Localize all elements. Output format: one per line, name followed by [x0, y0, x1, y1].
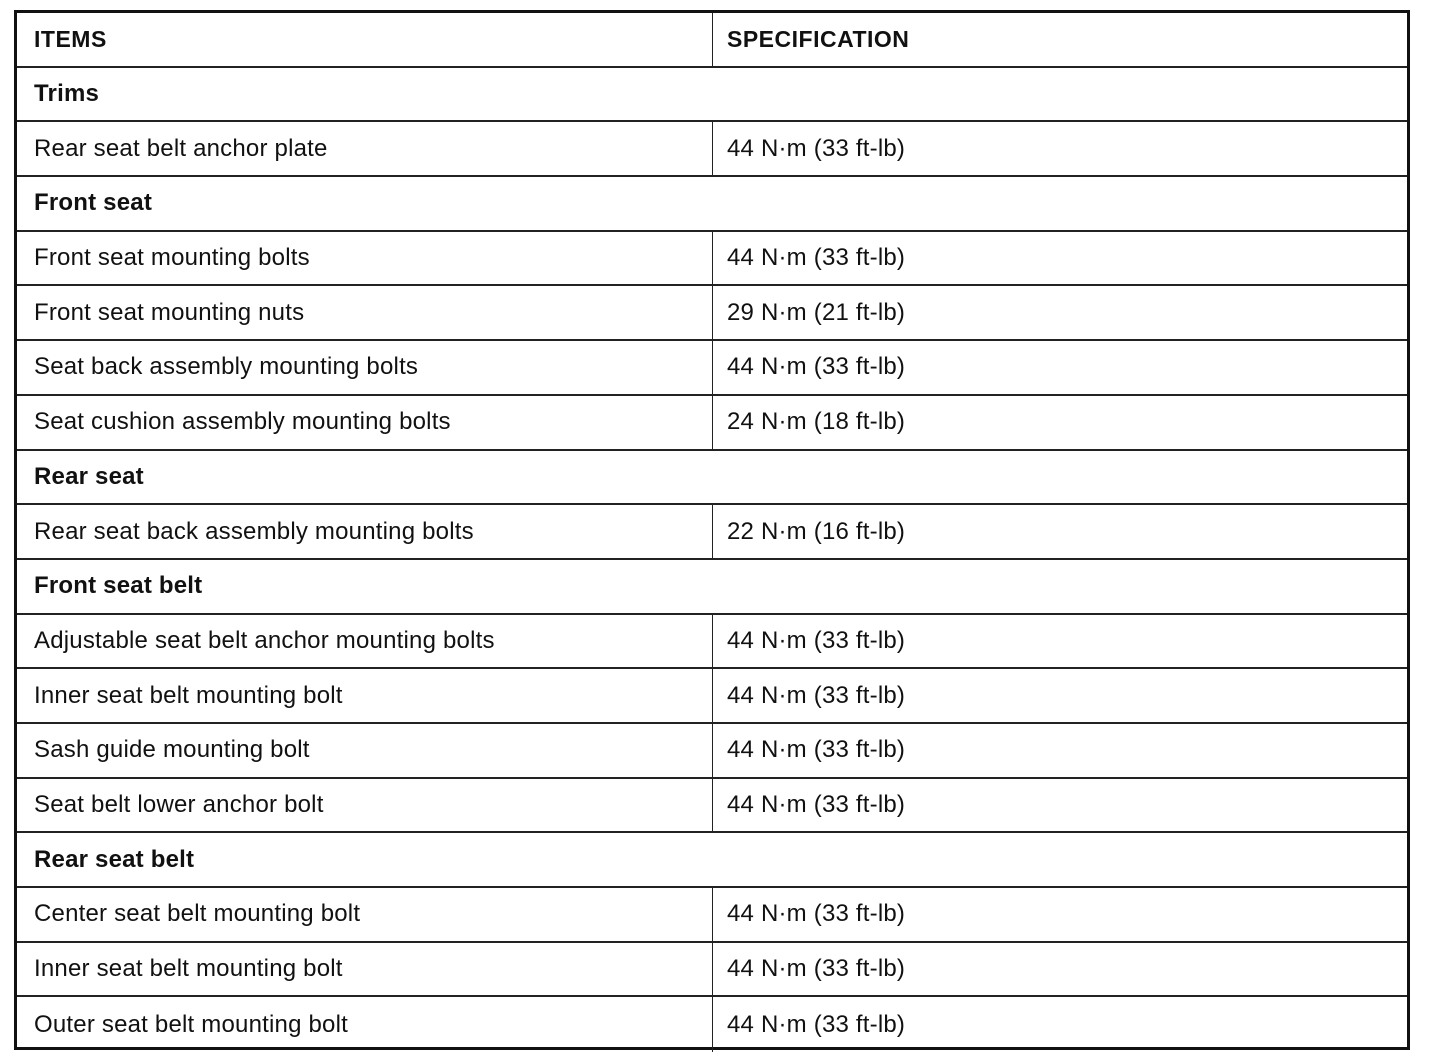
- table-row: [17, 286, 1407, 341]
- table-row: [17, 724, 1407, 779]
- specification-cell: 44 N·m (33 ft-lb): [727, 626, 906, 654]
- section-row: [17, 560, 1407, 615]
- section-row: [17, 68, 1407, 123]
- specification-cell: 24 N·m (18 ft-lb): [727, 408, 906, 436]
- item-cell: Seat back assembly mounting bolts: [17, 341, 713, 394]
- section-title: Rear seat: [34, 462, 144, 490]
- table-row: [17, 943, 1407, 998]
- header-specification: SPECIFICATION: [727, 25, 910, 52]
- specification-cell: 29 N·m (21 ft-lb): [727, 298, 906, 326]
- torque-spec-table: [14, 10, 1410, 1050]
- section-title: Rear seat belt: [34, 845, 195, 873]
- section-title: Front seat belt: [34, 572, 203, 600]
- header-items: ITEMS: [17, 13, 713, 66]
- item-cell: Seat cushion assembly mounting bolts: [17, 396, 713, 449]
- table-row: [17, 505, 1407, 560]
- item-cell: Seat belt lower anchor bolt: [17, 779, 713, 832]
- specification-cell: 44 N·m (33 ft-lb): [727, 955, 906, 983]
- item-cell: Adjustable seat belt anchor mounting bolts: [17, 615, 713, 668]
- table-row: [17, 615, 1407, 670]
- item-cell: Front seat mounting nuts: [17, 286, 713, 339]
- specification-cell: 44 N·m (33 ft-lb): [727, 244, 906, 272]
- specification-cell: 44 N·m (33 ft-lb): [727, 900, 906, 928]
- specification-cell: 44 N·m (33 ft-lb): [727, 134, 906, 162]
- item-cell: Inner seat belt mounting bolt: [17, 943, 713, 996]
- specification-cell: 44 N·m (33 ft-lb): [727, 353, 906, 381]
- specification-cell: 44 N·m (33 ft-lb): [727, 736, 906, 764]
- specification-cell: 44 N·m (33 ft-lb): [727, 790, 906, 818]
- table-row: [17, 122, 1407, 177]
- table-row: [17, 232, 1407, 287]
- specification-cell: 22 N·m (16 ft-lb): [727, 517, 906, 545]
- section-row: [17, 833, 1407, 888]
- section-title: Trims: [34, 80, 100, 108]
- table-row: [17, 341, 1407, 396]
- item-cell: Inner seat belt mounting bolt: [17, 669, 713, 722]
- section-row: [17, 177, 1407, 232]
- item-cell: Front seat mounting bolts: [17, 232, 713, 285]
- table-row: [17, 888, 1407, 943]
- specification-cell: 44 N·m (33 ft-lb): [727, 681, 906, 709]
- specification-cell: 44 N·m (33 ft-lb): [727, 1010, 906, 1038]
- table-row: [17, 669, 1407, 724]
- table-row: [17, 997, 1407, 1052]
- item-cell: Rear seat belt anchor plate: [17, 122, 713, 175]
- item-cell: Rear seat back assembly mounting bolts: [17, 505, 713, 558]
- item-cell: Center seat belt mounting bolt: [17, 888, 713, 941]
- table-row: [17, 779, 1407, 834]
- table-row: [17, 396, 1407, 451]
- item-cell: Outer seat belt mounting bolt: [17, 997, 713, 1052]
- section-row: [17, 451, 1407, 506]
- section-title: Front seat: [34, 189, 153, 217]
- table-header-row: [17, 13, 1407, 68]
- item-cell: Sash guide mounting bolt: [17, 724, 713, 777]
